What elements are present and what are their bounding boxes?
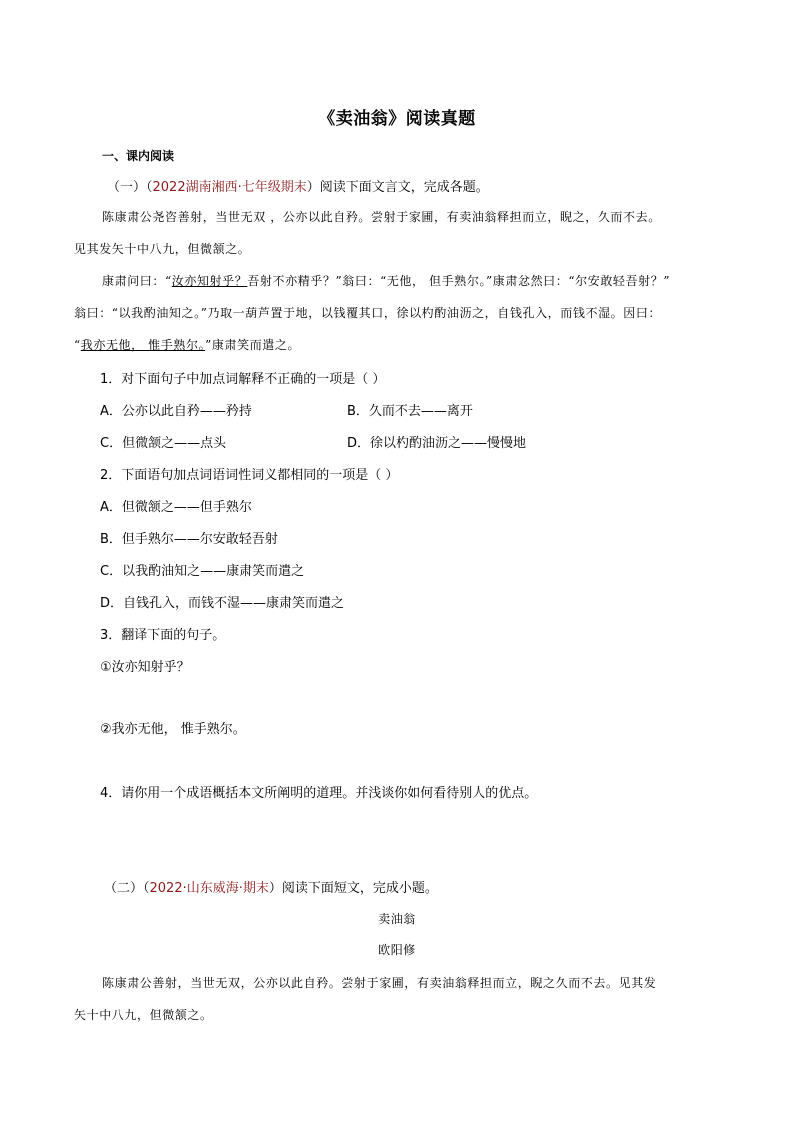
passage2-line: 矢十中八九，但微颔之。 — [74, 1008, 213, 1022]
question-2: 2．下面语句加点词语词性词义都相同的一项是（ ） — [100, 468, 399, 483]
translate-item-2: ②我亦无他， 惟手熟尔。 — [100, 722, 246, 737]
option-d: D．自钱孔入，而钱不湿——康肃笑而遣之 — [100, 596, 345, 611]
passage-text: “ — [74, 338, 81, 352]
question-3: 3．翻译下面的句子。 — [100, 628, 226, 643]
option-d: D．徐以杓酌油沥之——慢慢地 — [347, 436, 527, 451]
part2-heading — [104, 877, 438, 896]
passage1-line: 陈康肃公尧咨善射，当世无双 ，公亦以此自矜。尝射于家圃，有卖油翁释担而立，睨之，久而不去。 — [102, 210, 661, 224]
option-c: C．但微颔之——点头 — [100, 436, 227, 451]
underlined-phrase: 我亦无他， 惟手熟尔。 — [80, 338, 206, 352]
part1-suffix: ）阅读下面文言文，完成各题。 — [306, 180, 489, 195]
page-title: 《卖油翁》阅读真题 — [318, 109, 476, 129]
passage-title: 卖油翁 — [378, 912, 416, 926]
passage2-line: 陈康肃公善射，当世无双，公亦以此自矜。尝射于家圃，有卖油翁释担而立，睨之久而不去。见其发 — [102, 976, 657, 990]
part1-source: 2022湖南湘西·七年级期末 — [152, 180, 307, 195]
passage1-line — [102, 272, 670, 289]
part2-source: 2022·山东威海·期末 — [149, 881, 269, 896]
passage1-line: 翁曰：“以我酌油知之。”乃取一葫芦置于地，以钱覆其口，徐以杓酌油沥之，自钱孔入，而钱不湿。因曰： — [74, 306, 662, 320]
part1-prefix: （一）（ — [107, 180, 153, 195]
part2-suffix: ）阅读下面短文，完成小题。 — [268, 881, 438, 896]
part2-prefix: （二）（ — [104, 881, 150, 896]
passage-text: 康肃问曰：“ — [102, 274, 172, 288]
option-b: B．久而不去——离开 — [347, 404, 473, 419]
option-b: B．但手熟尔——尔安敢轻吾射 — [100, 532, 278, 547]
passage-author: 欧阳修 — [378, 943, 416, 957]
passage1-line: 见其发矢十中八九，但微颔之。 — [74, 242, 251, 256]
option-a: A．公亦以此自矜——矜持 — [100, 404, 252, 419]
translate-item-1: ①汝亦知射乎？ — [100, 660, 190, 675]
passage-text: ”康肃笑而遣之。 — [205, 338, 301, 352]
option-c: C．以我酌油知之——康肃笑而遣之 — [100, 564, 305, 579]
question-1: 1．对下面句子中加点词解释不正确的一项是（ ） — [100, 372, 386, 387]
part1-heading — [107, 176, 489, 195]
passage1-line — [74, 336, 300, 353]
underlined-phrase: 汝亦知射乎？ — [171, 274, 248, 288]
passage-text: 吾射不亦精乎？”翁曰：“无他， 但手熟尔。”康肃忿然曰：“尔安敢轻吾射？” — [247, 274, 671, 288]
section-heading: 一、课内阅读 — [102, 149, 175, 163]
option-a: A．但微颔之——但手熟尔 — [100, 500, 252, 515]
question-4: 4．请你用一个成语概括本文所阐明的道理。并浅谈你如何看待别人的优点。 — [100, 786, 538, 801]
